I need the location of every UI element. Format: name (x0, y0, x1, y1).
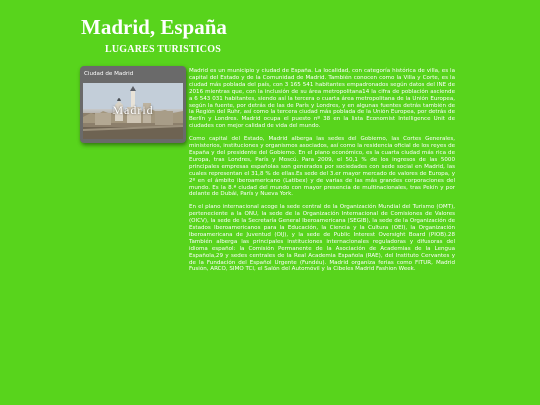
paragraph-3: En el plano internacional acoge la sede central de la Organización Mundial del Turismo (OMT), perteneciente a la ONU, la sede de la Organización Internacional de Comisiones de Valores (OICV), la sede de la Secretaría General Iberoamericana (SEGIB), la sede de la Organización de Estados Iberoamericanos para la Educación, la Ciencia y la Cultura (OEI), la Organización Iberoamericana de Juventud (OIJ), y la sede de Public Interest Oversight Board (PIOB).28 También alberga las principales instituciones internacionales reguladoras y difusoras del idioma español: la Comisión Permanente de la Asociación de Academias de la Lengua Española,29 y sedes centrales de la Real Academia Española (RAE), del Instituto Cervantes y de la Fundación del Español Urgente (Fundéu). Madrid organiza ferias como FITUR, Madrid Fusión, ARCO, SIMO TCI, el Salón del Automóvil y la Cibeles Madrid Fashion Week. (189, 204, 455, 273)
madrid-photo (83, 83, 183, 139)
page-subtitle: LUGARES TURISTICOS (105, 44, 221, 55)
paragraph-1: Madrid es un municipio y ciudad de España. La localidad, con categoría histórica de villa, es la capital del Estado y de la Comunidad de Madrid. También conocen como la Villa y Corte, es la ciudad más poblada del país, con 3 165 541 habitantes empadronados según datos del INE de 2016 mientras que, con la inclusión de su área metropolitana14 la cifra de población asciende a 6 543 031 habitantes, siendo así la tercera o cuarta área metropolitana de la Unión Europea, según la fuente, por detrás de las de París y Londres, y en algunas fuentes detrás también de la Región del Ruhr, así como la tercera ciudad más poblada de la Unión Europea, por detrás de Berlín y Londres. Madrid ocupa el puesto nº 38 en la lista Economist Intelligence Unit de ciudades con mejor calidad de vida del mundo. (189, 68, 455, 130)
paragraph-2: Como capital del Estado, Madrid alberga las sedes del Gobierno, las Cortes Generales, ministerios, instituciones y organismos asociados, así como la residencia oficial de los reyes de España y del presidente del Gobierno. En el plano económico, es la cuarta ciudad más rica de Europa, tras Londres, París y Moscú. Para 2009, el 50,1 % de los ingresos de las 5000 principales empresas españolas son generados por sociedades con sede social en Madrid, las cuales representan el 31,8 % de ellas.Es sede del 3.er mayor mercado de valores de Europa, y 2º en el ámbito iberoamericano (Latibex) y de varias de las más grandes corporaciones del mundo. Es la 8.ª ciudad del mundo con mayor presencia de multinacionales, tras Pekín y por delante de Dubái, París y Nueva York. (189, 136, 455, 198)
city-card[interactable] (80, 66, 186, 143)
photo-label: Madrid (112, 103, 154, 117)
article-content (189, 68, 455, 279)
page-title: Madrid, España (81, 15, 227, 39)
card-caption: Ciudad de Madrid (84, 71, 134, 77)
